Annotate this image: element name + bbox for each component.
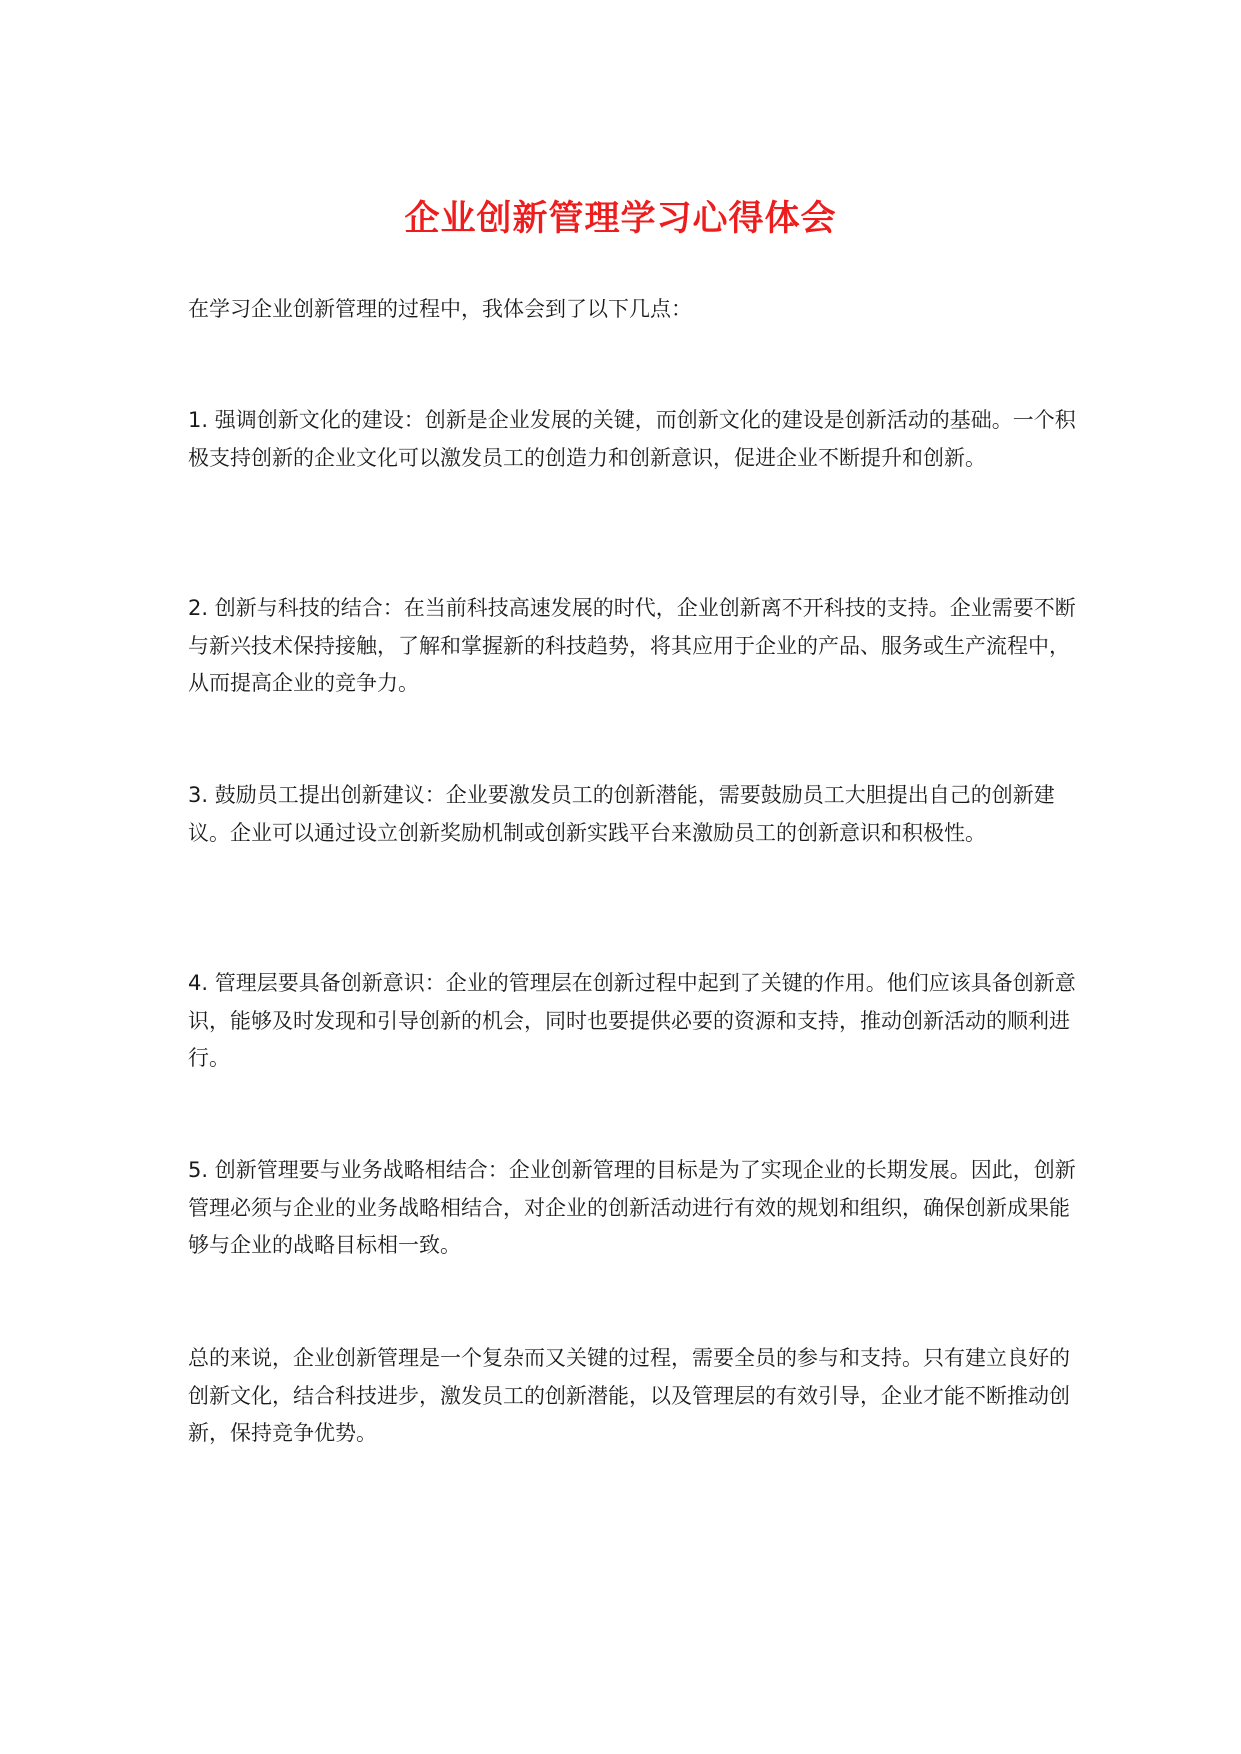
document-title: 企业创新管理学习心得体会 bbox=[404, 198, 837, 240]
point-paragraph-1: 1. 强调创新文化的建设：创新是企业发展的关键，而创新文化的建设是创新活动的基础。一个积极支持创新的企业文化可以激发员工的创造力和创新意识，促进企业不断提升和创新。 bbox=[188, 408, 1076, 470]
point-paragraph-5: 5. 创新管理要与业务战略相结合：企业创新管理的目标是为了实现企业的长期发展。因此，创新管理必须与企业的业务战略相结合，对企业的创新活动进行有效的规划和组织，确保创新成果能够与企业的战略目标相一致。 bbox=[188, 1158, 1076, 1257]
intro-paragraph: 在学习企业创新管理的过程中，我体会到了以下几点： bbox=[188, 297, 692, 321]
conclusion-paragraph: 总的来说，企业创新管理是一个复杂而又关键的过程，需要全员的参与和支持。只有建立良好的创新文化，结合科技进步，激发员工的创新潜能，以及管理层的有效引导，企业才能不断推动创新，保持竞争优势。 bbox=[188, 1346, 1070, 1445]
point-paragraph-2: 2. 创新与科技的结合：在当前科技高速发展的时代，企业创新离不开科技的支持。企业需要不断与新兴技术保持接触，了解和掌握新的科技趋势，将其应用于企业的产品、服务或生产流程中，从而提高企业的竞争力。 bbox=[188, 596, 1076, 695]
point-paragraph-4: 4. 管理层要具备创新意识：企业的管理层在创新过程中起到了关键的作用。他们应该具备创新意识，能够及时发现和引导创新的机会，同时也要提供必要的资源和支持，推动创新活动的顺利进行。 bbox=[188, 971, 1076, 1070]
point-paragraph-3: 3. 鼓励员工提出创新建议：企业要激发员工的创新潜能，需要鼓励员工大胆提出自己的创新建议。企业可以通过设立创新奖励机制或创新实践平台来激励员工的创新意识和积极性。 bbox=[188, 783, 1055, 845]
